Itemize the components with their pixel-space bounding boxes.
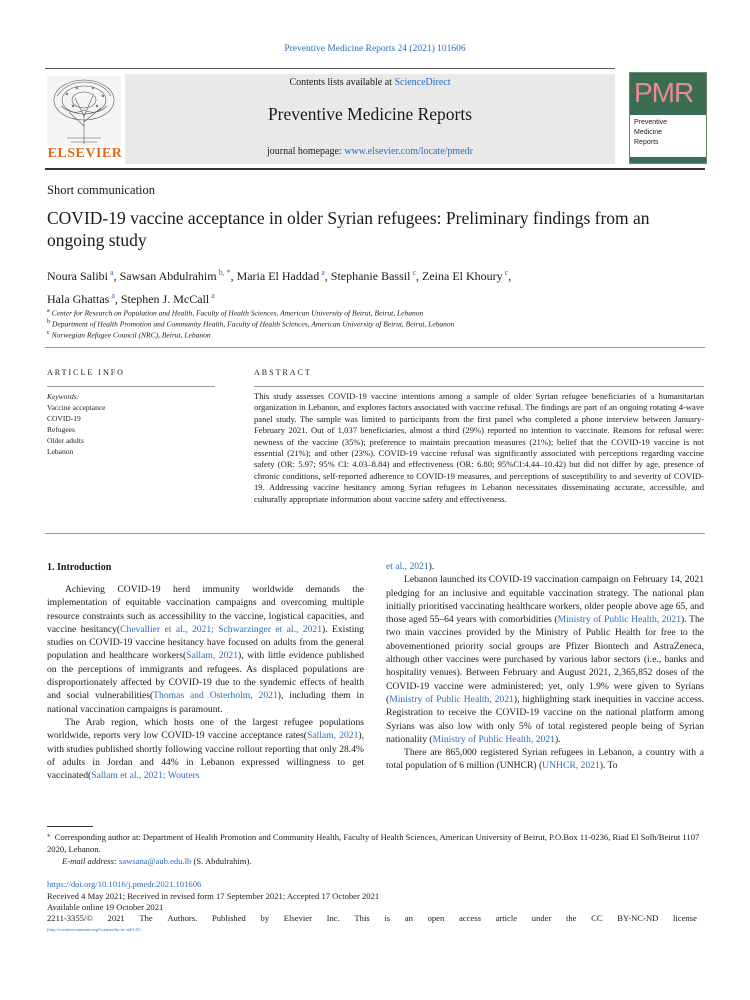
affiliation-b: $^b$ Department of Health Promotion and Community Health, Faculty of Health Sciences, American University of Beirut, Beirut, Lebanon bbox=[47, 318, 455, 329]
license-line bbox=[47, 913, 697, 923]
keyword: Lebanon bbox=[47, 447, 74, 456]
body-column-left bbox=[47, 583, 364, 782]
keyword: COVID-19 bbox=[47, 414, 81, 423]
author-affiliation-mark[interactable]: a bbox=[319, 268, 325, 277]
author-name[interactable]: Noura Salibi bbox=[47, 269, 108, 283]
homepage-line bbox=[125, 146, 615, 157]
license-word: license bbox=[673, 913, 697, 923]
author-affiliation-mark[interactable]: a bbox=[209, 291, 215, 300]
license-word: The bbox=[139, 913, 153, 923]
keyword: Older adults bbox=[47, 436, 84, 445]
available-online: Available online 19 October 2021 bbox=[47, 902, 164, 912]
body-text: The Arab region, which hosts one of the largest refugee populations worldwide, reports very low COVID-19 vaccine acceptance rates( bbox=[47, 716, 364, 742]
cover-line-1: Preventive bbox=[634, 119, 668, 126]
body-text: ). bbox=[554, 733, 561, 745]
author-affiliation-mark[interactable]: b, * bbox=[216, 268, 231, 277]
article-title: COVID-19 vaccine acceptance in older Syrian refugees: Preliminary findings from an ongoing study bbox=[47, 208, 650, 250]
contents-prefix: Contents lists available at bbox=[289, 77, 395, 88]
journal-title: Preventive Medicine Reports bbox=[267, 104, 473, 124]
section-heading-introduction: 1. Introduction bbox=[47, 562, 112, 573]
body-text: ). bbox=[428, 561, 435, 572]
license-word: by bbox=[260, 913, 270, 923]
article-info-heading: ARTICLE INFO bbox=[47, 368, 125, 377]
author-name[interactable]: Sawsan Abdulrahim bbox=[119, 269, 217, 283]
keywords-label: Keywords: bbox=[47, 392, 80, 401]
license-word: Inc. bbox=[326, 913, 340, 923]
elsevier-tree-icon bbox=[47, 76, 121, 146]
license-word: 2211-3355/© bbox=[47, 913, 93, 923]
license-word: Authors. bbox=[167, 913, 198, 923]
journal-reference[interactable]: Preventive Medicine Reports 24 (2021) 101606 bbox=[284, 44, 466, 54]
paragraph bbox=[386, 560, 704, 573]
author-name[interactable]: Maria El Haddad bbox=[236, 269, 320, 283]
body-text: There are 865,000 registered Syrian refugees in Lebanon, a country with a total population of 6 million (UNHCR) ( bbox=[386, 747, 704, 772]
license-word: Published bbox=[211, 913, 246, 923]
citation-link[interactable]: Ministry of Public Health, 2021 bbox=[432, 733, 555, 745]
paragraph bbox=[386, 573, 704, 746]
affiliation-c: $^c$ Norwegian Refugee Council (NRC), Beirut, Lebanon bbox=[47, 329, 211, 340]
body-text: Lebanon launched its COVID-19 vaccination campaign on February 14, 2021 pledging for an inclusive and equitable vaccination strategy. The national plan initially prioritised vaccinating healthcare workers, older people above age 65, and those aged 55–64 years with comorbidities ( bbox=[386, 574, 704, 626]
citation-link[interactable]: Ministry of Public Health, 2021 bbox=[557, 614, 681, 626]
header-rule-bottom bbox=[45, 168, 705, 170]
body-column-right bbox=[386, 560, 704, 773]
citation-link[interactable]: Chevallier et al., 2021; Schwarzinger et al., 2021 bbox=[120, 623, 322, 635]
author-name[interactable]: Stephanie Bassil bbox=[330, 269, 411, 283]
paragraph bbox=[47, 716, 364, 782]
body-text: ). To bbox=[599, 760, 618, 772]
license-url-link[interactable]: (http://creativecommons.org/licenses/by-nc-nd/4.0/). bbox=[47, 927, 142, 932]
keyword: Refugees bbox=[47, 425, 75, 434]
abstract-text: This study assesses COVID-19 vaccine intentions among a sample of older Syrian refugee beneficiaries of a humanitarian organization in Lebanon, and explores factors associated with vaccine refusal. The findings are part of an ongoing rotating 4-wave panel study. The sample was limited to participants from the first panel who completed a phone interview between January-February 2021. Out of 1,037 beneficiaries, almost a third (29%) reported no intention to vaccinate. Reasons for refusal were: newness of the vaccine (35%); preference to maintain precaution measures (21%); belief that the COVID-19 vaccine is not essential (21%); and other (23%). COVID-19 vaccine refusal was significantly associated with perceptions regarding vaccine safety (OR: 5.97; 95% CI: 4.03–8.84) and effectiveness (OR: 6.80; 95%CI:4.44–10.42) but did not differ by age, presence of chronic conditions, self-reported adherence to COVID-19 measures, and perceptions of susceptibility to and severity of COVID-19. Addressing vaccine hesitancy among Syrian refugees in Lebanon necessitates disseminating accurate, accessible, and culturally appropriate information about vaccine safety and effectiveness. bbox=[254, 391, 704, 504]
abstract-rule bbox=[254, 386, 704, 387]
abstract-bottom-rule bbox=[45, 533, 705, 534]
contents-line bbox=[125, 77, 615, 88]
abstract-heading: ABSTRACT bbox=[254, 368, 312, 377]
citation-link[interactable]: UNHCR, 2021 bbox=[542, 760, 600, 772]
license-word: access bbox=[458, 913, 481, 923]
body-text: ), including them in national vaccination campaigns is paramount. bbox=[47, 690, 364, 715]
license-word: BY-NC-ND bbox=[617, 913, 659, 923]
citation-link[interactable]: Thomas and Osterholm, 2021 bbox=[153, 690, 278, 702]
footnote-rule bbox=[47, 826, 93, 827]
author-name[interactable]: Stephen J. McCall bbox=[120, 292, 210, 306]
license-word: the bbox=[565, 913, 577, 923]
homepage-link[interactable]: www.elsevier.com/locate/pmedr bbox=[344, 146, 473, 157]
cover-line-3: Reports bbox=[634, 139, 659, 146]
author-name[interactable]: Hala Ghattas bbox=[47, 292, 110, 306]
citation-link[interactable]: Sallam et al., 2021; Wouters bbox=[91, 770, 200, 782]
author-affiliation-mark[interactable]: a bbox=[109, 291, 115, 300]
author-affiliation-mark[interactable]: a bbox=[108, 268, 114, 277]
paragraph bbox=[386, 746, 704, 773]
paragraph bbox=[47, 583, 364, 716]
license-word: under bbox=[531, 913, 552, 923]
email-link[interactable]: sawsana@aub.edu.lb bbox=[118, 856, 192, 866]
corresponding-mark: * bbox=[47, 833, 51, 841]
article-info-rule bbox=[47, 386, 215, 387]
cover-logo: PMR bbox=[634, 77, 694, 108]
corresponding-author-note: * Corresponding author at: Department of Health Promotion and Community Health, Faculty of Health Sciences, American University of Beirut, P.O.Box 11-0236, Riad El Solh/Beirut 1107 2020, Lebanon. bbox=[47, 832, 700, 854]
article-type: Short communication bbox=[47, 183, 155, 197]
citation-link[interactable]: Sallam, 2021 bbox=[306, 730, 359, 742]
author-list: Noura Salibi $^a$, Sawsan Abdulrahim $^{b, *}$, Maria El Haddad $^a$, Stephanie Bassil $^c$, Zeina El Khoury $^c$, Hala Ghattas $^a$, Stephen J. McCall $^a$ bbox=[47, 268, 512, 306]
author-affiliation-mark[interactable]: c bbox=[410, 268, 416, 277]
author-affiliation-mark[interactable]: c bbox=[502, 268, 509, 277]
doi-link[interactable]: https://doi.org/10.1016/j.pmedr.2021.101606 bbox=[47, 879, 202, 889]
body-text: ). The two main vaccines provided by the Ministry of Public Health for free to the abovementioned priority social groups are Pfizer Biontech and AstraZeneca, although other vaccines were purchased by various labor sectors (i.e., banks and hospitality venues). Between February and August 2021, 2,365,852 doses of the COVID-19 vaccine were administered; yet, only 1.9% were given to Syrians ( bbox=[386, 614, 705, 705]
citation-link[interactable]: Ministry of Public Health, 2021 bbox=[389, 693, 514, 705]
sciencedirect-link[interactable]: ScienceDirect bbox=[394, 77, 451, 88]
body-text: ), with little evidence published on the perceptions of immigrants and refugees. As displaced populations are disproportionately affected by COVID-19 due to the syndemic effects of health and social vulnerabilities( bbox=[47, 650, 364, 702]
citation-link[interactable]: Sallam, 2021 bbox=[186, 650, 238, 662]
journal-cover[interactable] bbox=[629, 72, 707, 164]
license-word: open bbox=[427, 913, 445, 923]
email-line: E-mail address: sawsana@aub.edu.lb (S. Abdulrahim). bbox=[62, 856, 252, 866]
body-text: Achieving COVID-19 herd immunity worldwide demands the implementation of equitable vaccination campaigns and overcoming multiple resource constraints such as accessibility to the vaccine, logistical capacities, and vaccine hesitancy( bbox=[47, 584, 364, 635]
body-text: ), highlighting stark inequities in vaccine access. Registration to receive the COVID-19 vaccine on the national platform among Syrians was also low with only 5% of total registered people being of Syrian nationality ( bbox=[386, 693, 705, 745]
elsevier-logo[interactable]: ELSEVIER bbox=[47, 146, 123, 161]
affiliation-a: $^a$ Center for Research on Population and Health, Faculty of Health Sciences, American University of Beirut, Beirut, Lebanon bbox=[47, 307, 424, 318]
body-text: ). Existing studies on COVID-19 vaccine hesitancy have focused on adults from the general population and healthcare workers( bbox=[47, 623, 364, 662]
header-rule-top bbox=[45, 68, 615, 69]
license-word: CC bbox=[591, 913, 603, 923]
affiliation-rule bbox=[45, 347, 705, 348]
author-name[interactable]: Zeina El Khoury bbox=[422, 269, 503, 283]
homepage-prefix: journal homepage: bbox=[267, 146, 345, 157]
body-text: ), with studies published shortly following vaccine rollout reporting that only 28.4% of adults in Jordan and 44% in Lebanon expressed willingness to get vaccinated( bbox=[47, 730, 364, 782]
license-word: Elsevier bbox=[283, 913, 312, 923]
keyword: Vaccine acceptance bbox=[47, 403, 106, 412]
received-dates: Received 4 May 2021; Received in revised form 17 September 2021; Accepted 17 October 2021 bbox=[47, 891, 380, 901]
license-word: article bbox=[495, 913, 518, 923]
license-word: This bbox=[354, 913, 370, 923]
cover-line-2: Medicine bbox=[634, 129, 663, 136]
license-word: 2021 bbox=[107, 913, 125, 923]
license-word: an bbox=[404, 913, 413, 923]
license-word: is bbox=[384, 913, 391, 923]
citation-link[interactable]: et al., 2021 bbox=[386, 561, 429, 572]
